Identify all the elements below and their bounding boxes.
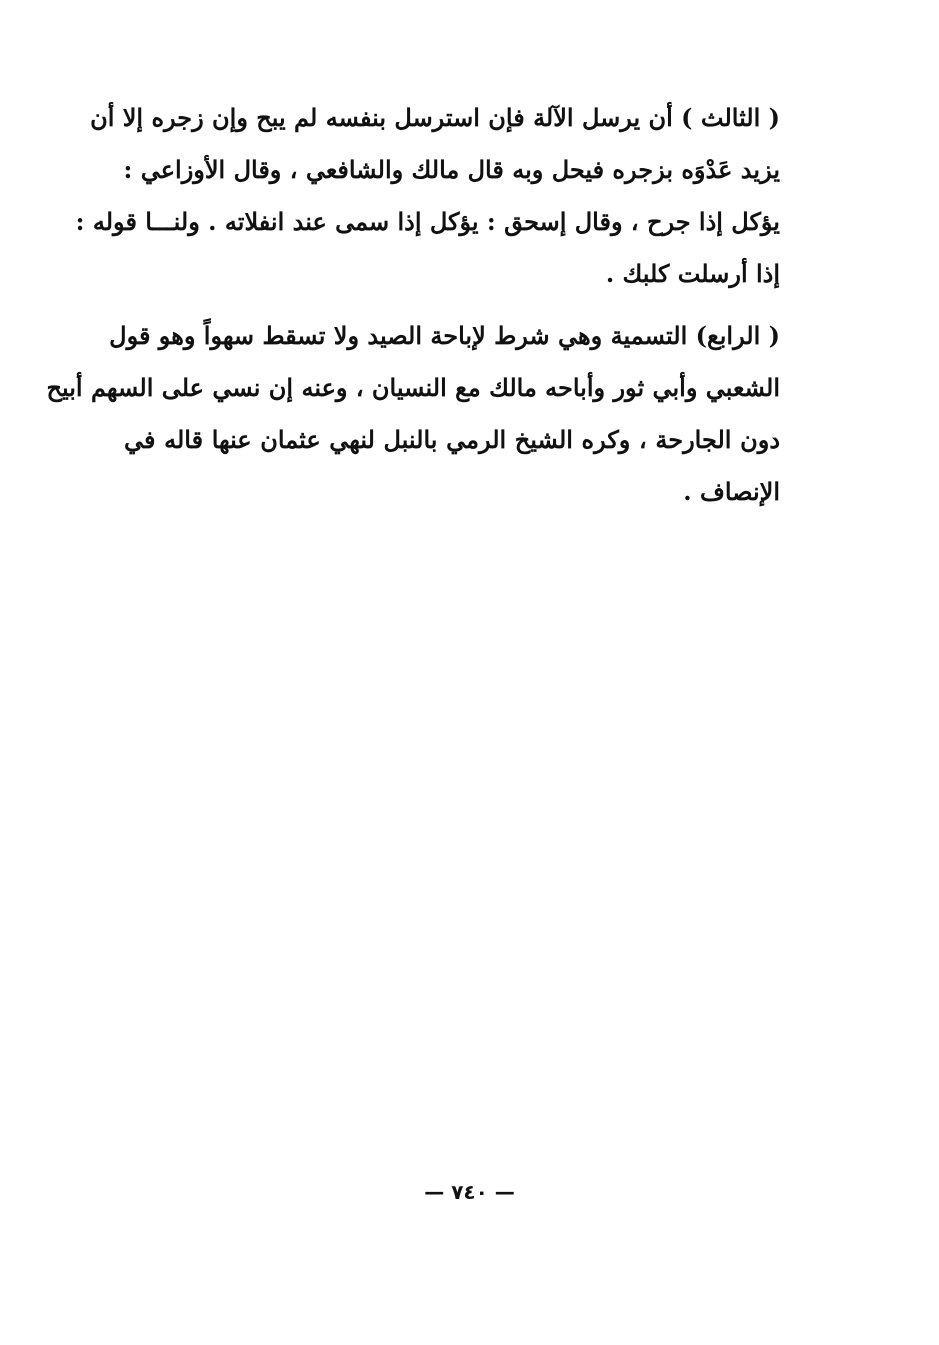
paragraph-fourth-condition <box>46 310 780 518</box>
body-text <box>46 92 780 518</box>
text-line: يؤكل إذا جرح ، وقال إسحق : يؤكل إذا سمى عند انفلاته . ولنـــا قوله : <box>75 207 780 236</box>
text-line: ( الثالث ) أن يرسل الآلة فإن استرسل بنفسه لم يبح وإن زجره إلا أن <box>90 103 780 132</box>
text-line: إذا أرسلت كلبك . <box>605 259 780 288</box>
text-line: دون الجارحة ، وكره الشيخ الرمي بالنبل لنهي عثمان عنها قاله في <box>124 425 780 454</box>
page-number: — ٧٤٠ — <box>424 1180 515 1204</box>
text-line: الشعبي وأبي ثور وأباحه مالك مع النسيان ، وعنه إن نسي على السهم أبيح <box>46 373 780 402</box>
text-line: الإنصاف . <box>683 477 780 506</box>
paragraph-third-condition <box>75 92 780 300</box>
text-line: ( الرابع) التسمية وهي شرط لإباحة الصيد ولا تسقط سهواً وهو قول <box>109 321 780 350</box>
text-line: يزيد عَدْوَه بزجره فيحل وبه قال مالك والشافعي ، وقال الأوزاعي : <box>123 155 780 184</box>
